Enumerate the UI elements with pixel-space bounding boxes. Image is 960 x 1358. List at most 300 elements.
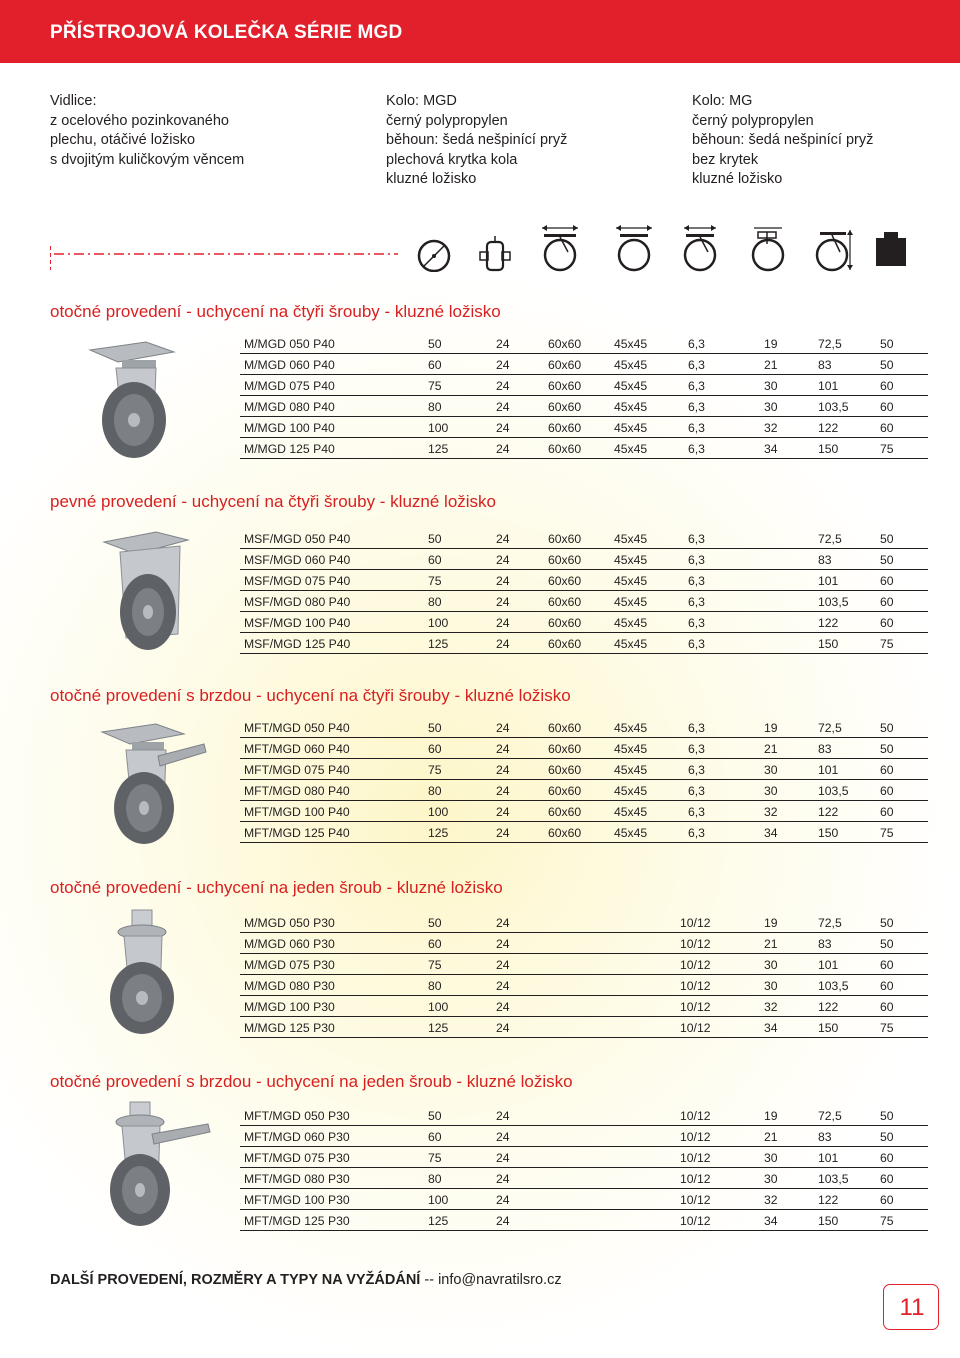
table-cell: 34 [764, 1021, 778, 1035]
footer-bold: DALŠÍ PROVEDENÍ, ROZMĚRY A TYPY NA VYŽÁDÁNÍ [50, 1272, 421, 1288]
bearing-icon [476, 222, 516, 272]
table-cell: 34 [764, 826, 778, 840]
table-row [240, 912, 928, 933]
table-cell: 45x45 [614, 637, 648, 651]
product-code: MSF/MGD 050 P40 [244, 532, 351, 546]
table-cell: 122 [818, 1193, 839, 1207]
table-cell: 19 [764, 721, 778, 735]
table-cell: 60 [880, 1151, 894, 1165]
product-code: MFT/MGD 100 P30 [244, 1193, 350, 1207]
table-cell: 72,5 [818, 721, 842, 735]
table-cell: 24 [496, 553, 510, 567]
table-cell: 24 [496, 1130, 510, 1144]
table-cell: 125 [428, 1021, 449, 1035]
table-cell: 24 [496, 958, 510, 972]
table-cell: 32 [764, 805, 778, 819]
table-cell: 45x45 [614, 532, 648, 546]
table-cell: 6,3 [688, 553, 705, 567]
fixed-caster-plate-image [100, 524, 200, 654]
table-row [240, 354, 928, 375]
table-cell: 30 [764, 1172, 778, 1186]
table-cell: 45x45 [614, 421, 648, 435]
table-cell: 10/12 [680, 958, 711, 972]
dimension-icons [44, 222, 924, 272]
table-cell: 150 [818, 637, 839, 651]
table-cell: 24 [496, 979, 510, 993]
table-cell: 72,5 [818, 916, 842, 930]
table-cell: 24 [496, 937, 510, 951]
table-cell: 75 [880, 826, 894, 840]
table-cell: 30 [764, 784, 778, 798]
table-row [240, 801, 928, 822]
table-row [240, 549, 928, 570]
table-cell: 60x60 [548, 574, 582, 588]
table-cell: 45x45 [614, 595, 648, 609]
table-cell: 24 [496, 805, 510, 819]
table-row [240, 1147, 928, 1168]
table-cell: 122 [818, 805, 839, 819]
table-cell: 125 [428, 442, 449, 456]
spec-line: kluzné ložisko [692, 171, 783, 187]
table-cell: 6,3 [688, 742, 705, 756]
table-cell: 100 [428, 805, 449, 819]
table-cell: 30 [764, 958, 778, 972]
table-cell: 30 [764, 979, 778, 993]
table-cell: 60x60 [548, 826, 582, 840]
table-cell: 101 [818, 958, 839, 972]
table-cell: 24 [496, 1172, 510, 1186]
table-cell: 83 [818, 358, 832, 372]
table-cell: 6,3 [688, 358, 705, 372]
product-code: MSF/MGD 080 P40 [244, 595, 351, 609]
table-cell: 45x45 [614, 337, 648, 351]
table-cell: 50 [428, 916, 442, 930]
table-cell: 45x45 [614, 553, 648, 567]
table-cell: 83 [818, 742, 832, 756]
table-row [240, 996, 928, 1017]
table-cell: 24 [496, 637, 510, 651]
table-cell: 60 [880, 379, 894, 393]
table-cell: 24 [496, 742, 510, 756]
table-cell: 21 [764, 1130, 778, 1144]
table-cell: 60 [880, 1172, 894, 1186]
table-cell: 32 [764, 421, 778, 435]
table-cell: 24 [496, 421, 510, 435]
bolt-hole-icon [746, 222, 790, 272]
product-code: MFT/MGD 075 P40 [244, 763, 350, 777]
table-cell: 122 [818, 616, 839, 630]
spec-line: kluzné ložisko [386, 171, 477, 187]
table-cell: 50 [428, 337, 442, 351]
product-code: M/MGD 075 P40 [244, 379, 335, 393]
product-code: M/MGD 080 P40 [244, 400, 335, 414]
table-cell: 6,3 [688, 532, 705, 546]
table-cell: 6,3 [688, 400, 705, 414]
table-cell: 60 [428, 553, 442, 567]
table-cell: 24 [496, 1000, 510, 1014]
table-cell: 6,3 [688, 763, 705, 777]
offset-icon [812, 222, 856, 272]
footer-note [50, 1272, 562, 1288]
swivel-brake-caster-plate-image [96, 716, 216, 846]
table-cell: 60 [880, 616, 894, 630]
table-cell: 60x60 [548, 358, 582, 372]
spec-line: Kolo: MG [692, 93, 753, 109]
table-cell: 30 [764, 763, 778, 777]
table-cell: 80 [428, 1172, 442, 1186]
spec-line: černý polypropylen [692, 112, 814, 129]
table-cell: 60x60 [548, 379, 582, 393]
table-cell: 34 [764, 442, 778, 456]
table-cell: 103,5 [818, 595, 849, 609]
table-swivel [240, 333, 928, 459]
table-cell: 60 [880, 958, 894, 972]
table-cell: 6,3 [688, 337, 705, 351]
table-row [240, 1126, 928, 1147]
table-cell: 75 [428, 1151, 442, 1165]
wheel-diameter-icon [414, 222, 454, 272]
table-cell: 103,5 [818, 979, 849, 993]
table-swivel-brake [240, 717, 928, 843]
table-row [240, 1210, 928, 1231]
table-cell: 60x60 [548, 421, 582, 435]
table-cell: 45x45 [614, 784, 648, 798]
table-cell: 45x45 [614, 721, 648, 735]
table-cell: 21 [764, 742, 778, 756]
product-code: MSF/MGD 060 P40 [244, 553, 351, 567]
table-cell: 21 [764, 937, 778, 951]
table-cell: 10/12 [680, 1151, 711, 1165]
table-cell: 83 [818, 937, 832, 951]
table-cell: 50 [880, 721, 894, 735]
table-cell: 75 [428, 379, 442, 393]
table-cell: 32 [764, 1193, 778, 1207]
product-code: MFT/MGD 050 P30 [244, 1109, 350, 1123]
table-cell: 60 [880, 1193, 894, 1207]
table-cell: 24 [496, 442, 510, 456]
product-code: MSF/MGD 075 P40 [244, 574, 351, 588]
spec-wheel-mgd [386, 92, 567, 190]
table-cell: 75 [428, 574, 442, 588]
table-cell: 10/12 [680, 1130, 711, 1144]
table-cell: 24 [496, 574, 510, 588]
product-code: M/MGD 050 P30 [244, 916, 335, 930]
table-cell: 21 [764, 358, 778, 372]
table-row [240, 1105, 928, 1126]
table-cell: 6,3 [688, 721, 705, 735]
table-cell: 10/12 [680, 937, 711, 951]
table-cell: 60x60 [548, 637, 582, 651]
table-row [240, 333, 928, 354]
table-row [240, 738, 928, 759]
table-cell: 101 [818, 763, 839, 777]
table-cell: 10/12 [680, 1193, 711, 1207]
spec-wheel-mg [692, 92, 873, 190]
table-cell: 10/12 [680, 979, 711, 993]
table-cell: 30 [764, 400, 778, 414]
table-cell: 19 [764, 916, 778, 930]
table-cell: 60 [880, 979, 894, 993]
table-row [240, 933, 928, 954]
page-number-badge [883, 1284, 939, 1330]
table-cell: 24 [496, 400, 510, 414]
table-cell: 75 [428, 958, 442, 972]
table-cell: 60 [428, 358, 442, 372]
section-title-swivel-bolt: otočné provedení - uchycení na jeden šroub - kluzné ložisko [50, 878, 503, 897]
table-cell: 24 [496, 1109, 510, 1123]
table-cell: 24 [496, 379, 510, 393]
table-cell: 45x45 [614, 826, 648, 840]
product-code: M/MGD 080 P30 [244, 979, 335, 993]
table-cell: 150 [818, 442, 839, 456]
table-cell: 60 [880, 574, 894, 588]
table-cell: 32 [764, 1000, 778, 1014]
table-cell: 50 [880, 1109, 894, 1123]
table-swivel-brake-bolt [240, 1105, 928, 1231]
table-cell: 10/12 [680, 1214, 711, 1228]
plate-size-icon [612, 222, 656, 272]
table-cell: 50 [428, 532, 442, 546]
table-cell: 60 [428, 742, 442, 756]
table-cell: 50 [880, 358, 894, 372]
table-cell: 19 [764, 1109, 778, 1123]
table-cell: 60 [428, 937, 442, 951]
swivel-brake-caster-bolt-image [96, 1100, 216, 1230]
table-fixed [240, 528, 928, 654]
spec-line: s dvojitým kuličkovým věncem [50, 151, 245, 168]
table-cell: 6,3 [688, 421, 705, 435]
table-cell: 45x45 [614, 805, 648, 819]
spec-line: plechu, otáčivé ložisko [50, 132, 196, 148]
table-cell: 45x45 [614, 574, 648, 588]
table-cell: 24 [496, 616, 510, 630]
spec-line: Kolo: MGD [386, 93, 457, 109]
table-cell: 10/12 [680, 916, 711, 930]
table-row [240, 396, 928, 417]
table-cell: 103,5 [818, 400, 849, 414]
table-cell: 60 [428, 1130, 442, 1144]
product-code: MSF/MGD 125 P40 [244, 637, 351, 651]
bolt-spacing-icon [678, 222, 722, 272]
table-row [240, 780, 928, 801]
table-cell: 60x60 [548, 442, 582, 456]
table-cell: 75 [880, 1214, 894, 1228]
table-cell: 50 [880, 337, 894, 351]
table-row [240, 612, 928, 633]
table-cell: 45x45 [614, 763, 648, 777]
page-title: PŘÍSTROJOVÁ KOLEČKA SÉRIE MGD [50, 22, 403, 43]
table-row [240, 417, 928, 438]
table-cell: 50 [880, 532, 894, 546]
spec-line: běhoun: šedá nešpinící pryž [386, 132, 568, 148]
table-cell: 83 [818, 1130, 832, 1144]
table-cell: 150 [818, 826, 839, 840]
table-cell: 72,5 [818, 337, 842, 351]
section-title-swivel-brake-bolt: otočné provedení s brzdou - uchycení na jeden šroub - kluzné ložisko [50, 1072, 573, 1091]
table-cell: 50 [880, 553, 894, 567]
product-code: M/MGD 050 P40 [244, 337, 335, 351]
table-cell: 24 [496, 358, 510, 372]
table-cell: 60x60 [548, 532, 582, 546]
product-code: MFT/MGD 125 P40 [244, 826, 350, 840]
table-cell: 100 [428, 1000, 449, 1014]
table-cell: 125 [428, 637, 449, 651]
table-cell: 24 [496, 721, 510, 735]
product-code: M/MGD 100 P30 [244, 1000, 335, 1014]
product-code: MFT/MGD 080 P30 [244, 1172, 350, 1186]
table-cell: 10/12 [680, 1021, 711, 1035]
table-cell: 60 [880, 805, 894, 819]
table-cell: 6,3 [688, 826, 705, 840]
table-cell: 10/12 [680, 1172, 711, 1186]
table-cell: 60 [880, 400, 894, 414]
spec-line: z ocelového pozinkovaného [50, 112, 229, 129]
footer-sep: -- [420, 1272, 439, 1288]
table-cell: 80 [428, 784, 442, 798]
table-cell: 80 [428, 400, 442, 414]
spec-line: černý polypropylen [386, 112, 508, 129]
footer-email[interactable]: info@navratilsro.cz [438, 1272, 562, 1288]
table-cell: 60 [880, 421, 894, 435]
table-cell: 10/12 [680, 1000, 711, 1014]
product-code: M/MGD 100 P40 [244, 421, 335, 435]
table-cell: 6,3 [688, 574, 705, 588]
section-title-swivel: otočné provedení - uchycení na čtyři šrouby - kluzné ložisko [50, 302, 501, 321]
table-cell: 60 [880, 595, 894, 609]
table-cell: 6,3 [688, 616, 705, 630]
table-cell: 60x60 [548, 553, 582, 567]
table-row [240, 1189, 928, 1210]
table-row [240, 822, 928, 843]
table-cell: 6,3 [688, 784, 705, 798]
table-cell: 100 [428, 1193, 449, 1207]
table-cell: 6,3 [688, 379, 705, 393]
wheel-width-icon [538, 222, 582, 272]
table-cell: 150 [818, 1021, 839, 1035]
table-row [240, 1168, 928, 1189]
table-cell: 6,3 [688, 442, 705, 456]
table-cell: 24 [496, 595, 510, 609]
product-code: MFT/MGD 060 P30 [244, 1130, 350, 1144]
product-code: MFT/MGD 060 P40 [244, 742, 350, 756]
table-row [240, 570, 928, 591]
product-code: MFT/MGD 050 P40 [244, 721, 350, 735]
table-cell: 50 [428, 721, 442, 735]
table-cell: 45x45 [614, 442, 648, 456]
table-cell: 50 [428, 1109, 442, 1123]
table-cell: 24 [496, 337, 510, 351]
table-cell: 60x60 [548, 400, 582, 414]
table-cell: 24 [496, 1151, 510, 1165]
product-code: M/MGD 060 P40 [244, 358, 335, 372]
table-cell: 24 [496, 1193, 510, 1207]
spec-line: běhoun: šedá nešpinící pryž [692, 132, 874, 148]
swivel-caster-plate-image [82, 332, 192, 462]
table-cell: 60x60 [548, 595, 582, 609]
table-row [240, 1017, 928, 1038]
table-cell: 60 [880, 763, 894, 777]
table-cell: 45x45 [614, 742, 648, 756]
table-cell: 24 [496, 532, 510, 546]
table-cell: 34 [764, 1214, 778, 1228]
table-cell: 101 [818, 574, 839, 588]
table-cell: 122 [818, 421, 839, 435]
table-cell: 75 [880, 637, 894, 651]
load-weight-icon [870, 222, 914, 272]
table-cell: 60x60 [548, 616, 582, 630]
table-cell: 45x45 [614, 400, 648, 414]
product-code: M/MGD 060 P30 [244, 937, 335, 951]
table-cell: 60x60 [548, 763, 582, 777]
spec-line: bez krytek [692, 151, 759, 168]
table-cell: 6,3 [688, 805, 705, 819]
table-cell: 72,5 [818, 532, 842, 546]
table-cell: 72,5 [818, 1109, 842, 1123]
table-cell: 10/12 [680, 1109, 711, 1123]
product-code: MFT/MGD 080 P40 [244, 784, 350, 798]
product-code: M/MGD 125 P30 [244, 1021, 335, 1035]
table-cell: 30 [764, 379, 778, 393]
product-code: M/MGD 075 P30 [244, 958, 335, 972]
section-title-swivel-brake: otočné provedení s brzdou - uchycení na čtyři šrouby - kluzné ložisko [50, 686, 571, 705]
table-cell: 50 [880, 742, 894, 756]
table-cell: 150 [818, 1214, 839, 1228]
table-cell: 45x45 [614, 379, 648, 393]
table-row [240, 633, 928, 654]
table-row [240, 438, 928, 459]
table-cell: 80 [428, 595, 442, 609]
table-cell: 125 [428, 1214, 449, 1228]
product-code: MFT/MGD 100 P40 [244, 805, 350, 819]
table-cell: 103,5 [818, 784, 849, 798]
table-cell: 75 [880, 1021, 894, 1035]
swivel-caster-bolt-image [96, 908, 206, 1038]
table-cell: 45x45 [614, 358, 648, 372]
table-cell: 60x60 [548, 805, 582, 819]
table-cell: 60x60 [548, 742, 582, 756]
table-cell: 50 [880, 937, 894, 951]
spec-line: Vidlice: [50, 93, 97, 109]
table-cell: 45x45 [614, 616, 648, 630]
product-code: MFT/MGD 075 P30 [244, 1151, 350, 1165]
table-row [240, 759, 928, 780]
table-cell: 75 [880, 442, 894, 456]
table-cell: 125 [428, 826, 449, 840]
table-row [240, 717, 928, 738]
table-cell: 24 [496, 826, 510, 840]
table-row [240, 375, 928, 396]
table-row [240, 591, 928, 612]
table-cell: 103,5 [818, 1172, 849, 1186]
table-cell: 100 [428, 421, 449, 435]
product-code: MFT/MGD 125 P30 [244, 1214, 350, 1228]
page-number: 11 [899, 1294, 925, 1321]
product-code: M/MGD 125 P40 [244, 442, 335, 456]
table-cell: 30 [764, 1151, 778, 1165]
table-cell: 6,3 [688, 637, 705, 651]
spec-line: plechová krytka kola [386, 151, 518, 168]
spec-fork [50, 92, 244, 170]
table-cell: 100 [428, 616, 449, 630]
table-cell: 50 [880, 916, 894, 930]
table-row [240, 954, 928, 975]
table-cell: 24 [496, 763, 510, 777]
table-cell: 83 [818, 553, 832, 567]
table-cell: 60x60 [548, 784, 582, 798]
table-cell: 101 [818, 1151, 839, 1165]
header-bar [0, 0, 960, 63]
table-cell: 24 [496, 916, 510, 930]
